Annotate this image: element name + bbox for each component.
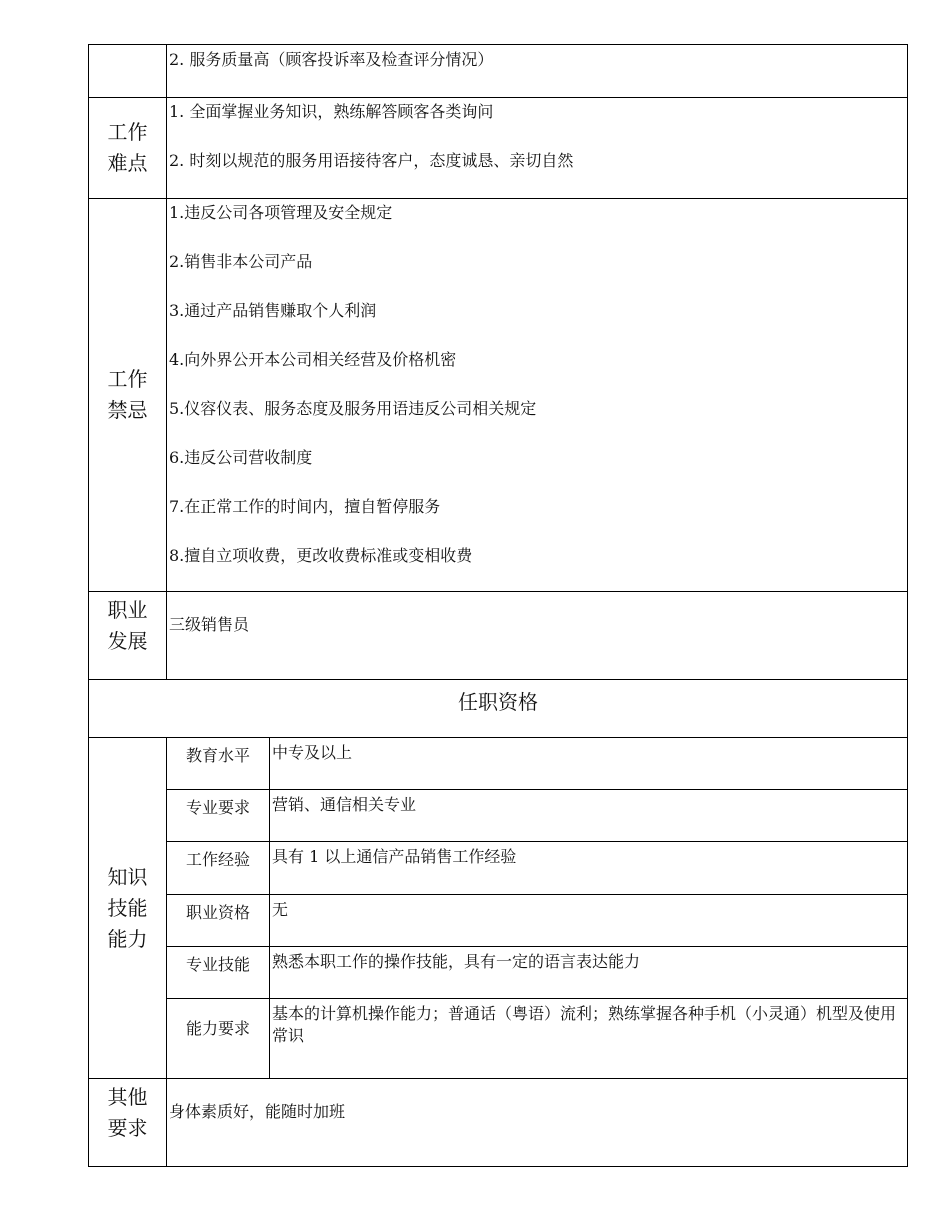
qualification-value: 中专及以上: [270, 738, 908, 790]
qualification-value: 无: [270, 895, 908, 947]
career-value: 三级销售员: [169, 615, 250, 634]
qualification-row: [89, 999, 908, 1079]
qualification-row: [89, 947, 908, 999]
taboo-item: 1.违反公司各项管理及安全规定: [169, 203, 393, 222]
qualification-row: [89, 842, 908, 895]
taboo-item: 8.擅自立项收费，更改收费标准或变相收费: [169, 546, 473, 565]
qualifications-title-row: [89, 680, 908, 738]
career-label: 职业 发展: [89, 592, 167, 680]
qualification-label: 职业资格: [167, 895, 270, 947]
job-description-table: [88, 44, 908, 1167]
taboos-text-cell: [167, 199, 908, 592]
job-description-table-page: [88, 44, 907, 1167]
taboo-item: 7.在正常工作的时间内，擅自暂停服务: [169, 497, 441, 516]
qualification-label: 专业要求: [167, 790, 270, 842]
other-requirements-value: 身体素质好，能随时加班: [169, 1102, 346, 1121]
standards-item: 2. 服务质量高（顾客投诉率及检查评分情况）: [169, 50, 494, 69]
taboos-row: [89, 199, 908, 592]
difficulty-item: 1. 全面掌握业务知识，熟练解答顾客各类询问: [169, 102, 494, 121]
qualification-value: 具有 1 以上通信产品销售工作经验: [270, 842, 908, 895]
qualifications-group-label: 知识 技能 能力: [89, 738, 167, 1079]
taboo-item: 2.销售非本公司产品: [169, 252, 313, 271]
other-requirements-label: 其他 要求: [89, 1079, 167, 1167]
difficulties-text-cell: [167, 98, 908, 199]
qualification-label: 专业技能: [167, 947, 270, 999]
qualification-label: 能力要求: [167, 999, 270, 1079]
standards-text-cell: [167, 45, 908, 98]
difficulty-item: 2. 时刻以规范的服务用语接待客户，态度诚恳、亲切自然: [169, 151, 574, 170]
qualification-row: [89, 790, 908, 842]
qualifications-title: 任职资格: [89, 680, 908, 738]
career-text-cell: [167, 592, 908, 680]
taboo-item: 3.通过产品销售赚取个人利润: [169, 301, 377, 320]
qualification-label: 教育水平: [167, 738, 270, 790]
qualification-label: 工作经验: [167, 842, 270, 895]
qualification-row: [89, 895, 908, 947]
qualification-value: 营销、通信相关专业: [270, 790, 908, 842]
qualification-row: [89, 738, 908, 790]
standards-label-cell: [89, 45, 167, 98]
difficulties-row: [89, 98, 908, 199]
other-requirements-text-cell: [167, 1079, 908, 1167]
qualification-value: 基本的计算机操作能力；普通话（粤语）流利；熟练掌握各种手机（小灵通）机型及使用常识: [270, 999, 908, 1079]
difficulties-label: 工作 难点: [89, 98, 167, 199]
taboo-item: 5.仪容仪表、服务态度及服务用语违反公司相关规定: [169, 399, 537, 418]
taboo-item: 6.违反公司营收制度: [169, 448, 313, 467]
taboos-label: 工作 禁忌: [89, 199, 167, 592]
career-row: [89, 592, 908, 680]
taboo-item: 4.向外界公开本公司相关经营及价格机密: [169, 350, 457, 369]
qualification-value: 熟悉本职工作的操作技能，具有一定的语言表达能力: [270, 947, 908, 999]
standards-continued-row: [89, 45, 908, 98]
other-requirements-row: [89, 1079, 908, 1167]
